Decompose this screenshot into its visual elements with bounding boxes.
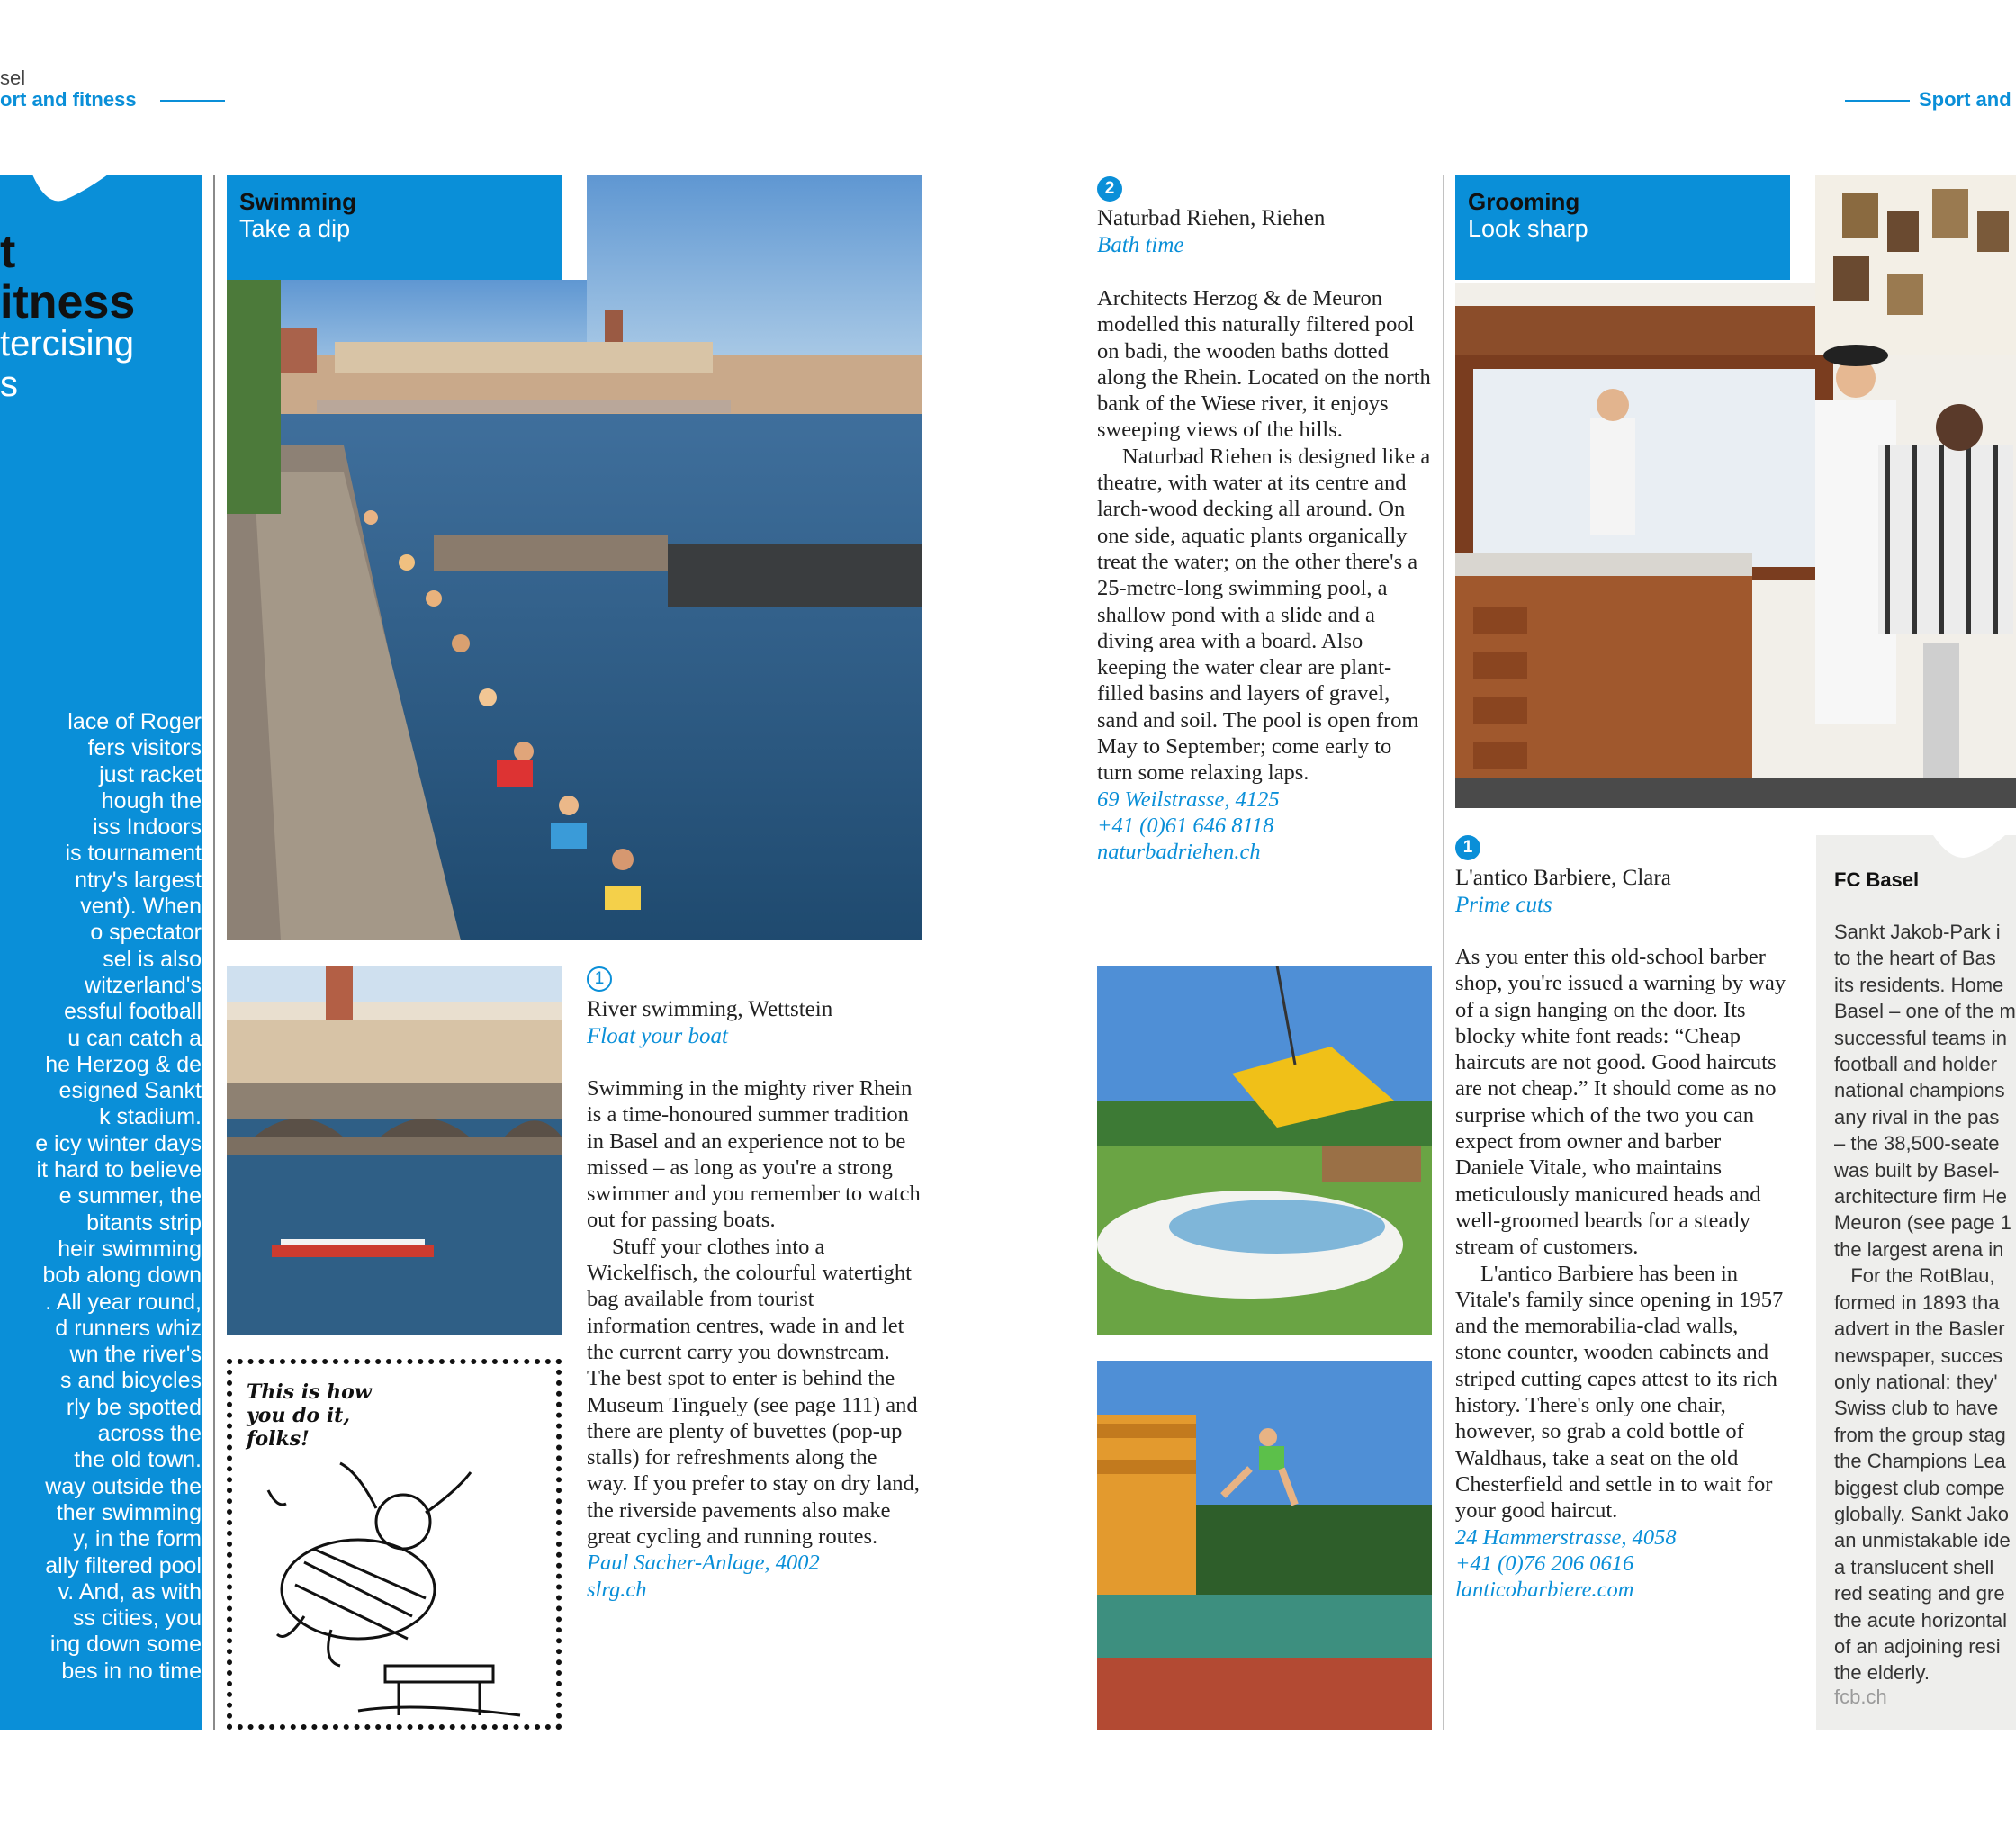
barbiere-website-link[interactable]: lanticobarbiere.com <box>1455 1578 1634 1603</box>
fc-basel-body-line: its residents. Home <box>1834 973 2004 996</box>
cartoon-caption-line: you do it, <box>247 1404 351 1427</box>
intro-body-line: way outside the <box>45 1473 202 1499</box>
wettstein-bridge-photo <box>227 966 562 1335</box>
intro-subtitle-line: tercising <box>0 324 134 364</box>
naturbad-pool-photo <box>1097 966 1432 1335</box>
naturbad-address: 69 Weilstrasse, 4125 <box>1097 787 1280 812</box>
fc-basel-body-line: the elderly. <box>1834 1661 1930 1685</box>
naturbad-body <box>1097 285 1432 866</box>
intro-body-line: u can catch a <box>68 1025 202 1051</box>
intro-body-line: ally filtered pool <box>45 1552 202 1578</box>
fc-basel-body-line: red seating and gre <box>1834 1582 2005 1605</box>
fc-basel-body-line: was built by Basel- <box>1834 1158 2000 1182</box>
intro-body-line: iss Indoors <box>93 814 202 841</box>
intro-body-line: heir swimming <box>58 1236 202 1262</box>
intro-body-line: he Herzog & de <box>45 1051 202 1077</box>
intro-body <box>0 709 202 1685</box>
entry-number-badge: 1 <box>587 966 612 992</box>
fc-basel-body-line: newspaper, succes <box>1834 1344 2003 1367</box>
intro-body-line: e summer, the <box>58 1183 202 1209</box>
fc-basel-body-line: the Champions Lea <box>1834 1450 2006 1473</box>
running-head-rule-left <box>160 100 225 102</box>
intro-body-line: across the <box>97 1421 202 1447</box>
intro-body-line: fers visitors <box>87 735 202 761</box>
paragraph: Naturbad Riehen is designed like a theatre, with water at its centre and larch-wood decking all around. On one side, aquatic plants organically treat the water; on the other there's a 25-metre-long swimming pool, a shallow pond with a slide and a diving area with a board. Also keeping the water clear are plant-filled basins and layers of gravel, sand and soil. The pool is open from May to September; come early to turn some relaxing laps. <box>1097 444 1431 786</box>
intro-body-line: ing down some <box>50 1632 202 1658</box>
intro-body-line: vent). When <box>80 894 202 920</box>
fc-basel-body-line: – the 38,500-seate <box>1834 1132 2000 1155</box>
fc-basel-body-line: successful teams in <box>1834 1026 2007 1049</box>
intro-body-line: v. And, as with <box>58 1578 202 1605</box>
fc-basel-website-link[interactable]: fcb.ch <box>1834 1686 1887 1708</box>
naturbad-phone: +41 (0)61 646 8118 <box>1097 813 1274 838</box>
intro-body-line: lace of Roger <box>68 709 202 734</box>
intro-body-line: witzerland's <box>85 972 202 998</box>
fc-basel-body <box>1834 919 2016 1686</box>
cartoon-caption-line: This is how <box>247 1380 372 1404</box>
intro-body-line: the old town. <box>74 1447 202 1473</box>
fc-basel-body-line: architecture firm He <box>1834 1185 2007 1209</box>
intro-body-line: s and bicycles <box>59 1368 202 1394</box>
naturbad-subtitle: Bath time <box>1097 233 1184 257</box>
intro-body-line: d runners whiz <box>55 1315 202 1341</box>
naturbad-diving-photo <box>1097 1361 1432 1730</box>
fc-basel-body-line: football and holder <box>1834 1053 1998 1076</box>
intro-body-line: just racket <box>99 761 202 787</box>
barbiere-subtitle: Prime cuts <box>1455 893 1552 917</box>
cartoon-box <box>227 1359 562 1730</box>
river-swimming-website-link[interactable]: slrg.ch <box>587 1577 647 1602</box>
intro-body-line: it hard to believe <box>36 1157 202 1183</box>
fc-basel-body-line: an unmistakable ide <box>1834 1529 2011 1552</box>
intro-title-line: t <box>0 227 16 278</box>
paragraph: L'antico Barbiere has been in Vitale's family since opening in 1957 and the memorabilia-clad walls, stone counter, wooden cabinets and striped cutting capes attest to its rich history. There's only one chair, however, so grab a cold bottle of Waldhaus, take a seat on the old Chesterfield and settle in to wait for your good haircut. <box>1455 1261 1784 1524</box>
intro-body-line: ther swimming <box>56 1499 202 1525</box>
entry-number-badge: 1 <box>1455 835 1480 860</box>
swimming-tag-subtitle: Take a dip <box>239 215 351 242</box>
entry-number-badge: 2 <box>1097 176 1122 202</box>
fc-basel-body-line: formed in 1893 tha <box>1834 1290 2000 1314</box>
naturbad-title: Naturbad Riehen, Riehen <box>1097 206 1326 230</box>
intro-body-line: bes in no time <box>61 1658 202 1684</box>
fc-basel-title: FC Basel <box>1834 868 1920 891</box>
grooming-tag-subtitle: Look sharp <box>1468 215 1588 242</box>
running-head-rule-right <box>1845 100 1910 102</box>
swimming-tag-title: Swimming <box>239 188 357 215</box>
fc-basel-body-line: from the group stag <box>1834 1423 2006 1446</box>
barber-shop-photo <box>1455 175 2016 808</box>
intro-body-line: k stadium. <box>99 1104 202 1130</box>
river-swimming-body <box>587 1075 922 1603</box>
intro-body-line: rly be spotted <box>66 1394 202 1420</box>
river-swimming-address: Paul Sacher-Anlage, 4002 <box>587 1551 820 1576</box>
running-head-section: ort and fitness <box>0 88 137 111</box>
paragraph: As you enter this old-school barber shop, you're issued a warning by way of a sign hanging on the door. Its blocky white font reads: “Cheap haircuts are not good. Good haircuts are not cheap.” It should come as no surprise which of the two you can expect from owner and barber Daniele Vitale, who maintains meticulously manicured heads and well-groomed beards for a steady stream of customers. <box>1455 945 1786 1260</box>
fc-basel-body-line: advert in the Basler <box>1834 1317 2005 1341</box>
intro-body-line: . All year round, <box>45 1289 202 1315</box>
intro-body-line: wn the river's <box>69 1342 202 1368</box>
intro-body-line: o spectator <box>90 920 202 946</box>
barbiere-address: 24 Hammerstrasse, 4058 <box>1455 1524 1677 1550</box>
fc-basel-body-line: Meuron (see page 1 <box>1834 1211 2012 1235</box>
intro-body-line: ss cities, you <box>72 1605 202 1632</box>
intro-body-line: esigned Sankt <box>58 1078 202 1104</box>
barbiere-body <box>1455 944 1790 1603</box>
intro-subtitle-line: s <box>0 364 18 404</box>
fc-basel-body-line: any rival in the pas <box>1834 1105 2000 1128</box>
cartoon-caption-line: folks! <box>247 1427 310 1451</box>
barbiere-phone: +41 (0)76 206 0616 <box>1455 1551 1634 1576</box>
intro-subtitle <box>0 324 202 405</box>
fc-basel-body-line: Basel – one of the m <box>1834 1000 2016 1023</box>
fc-basel-body-line: a translucent shell <box>1834 1555 1994 1578</box>
fc-basel-body-line: Sankt Jakob-Park i <box>1834 921 2001 943</box>
intro-body-line: bitants strip <box>86 1209 202 1236</box>
rhine-riverbank-photo <box>227 175 922 940</box>
intro-title-line: itness <box>0 276 136 328</box>
running-head-section-right: Sport and <box>1919 88 2012 111</box>
sidebar-tab-notch <box>1816 835 2016 871</box>
intro-body-line: essful football <box>64 999 202 1025</box>
grooming-tag-title: Grooming <box>1468 188 1580 215</box>
paragraph: Architects Herzog & de Meuron modelled this naturally filtered pool on badi, the wooden baths dotted along the Rhein. Located on the north bank of the Wiese river, it enjoys sweeping views of the hills. <box>1097 286 1431 443</box>
intro-title <box>0 227 202 328</box>
fc-basel-body-line: of an adjoining resi <box>1834 1634 2001 1658</box>
intro-body-line: e icy winter days <box>35 1130 202 1156</box>
fc-basel-body-line: globally. Sankt Jako <box>1834 1502 2010 1525</box>
paragraph: Swimming in the mighty river Rhein is a time-honoured summer tradition in Basel and an experience not to be missed – as long as you're a strong swimmer and you remember to watch out for passing boats. <box>587 1076 921 1233</box>
fc-basel-body-line: national champions <box>1834 1079 2005 1102</box>
river-swimming-subtitle: Float your boat <box>587 1024 728 1048</box>
paragraph: Stuff your clothes into a Wickelfisch, the colourful watertight bag available from tourist information centres, wade in and let the current carry you downstream. The best spot to enter is behind the Museum Tinguely (see page 111) and there are plenty of buvettes (pop-up stalls) for refreshments along the way. If you prefer to stay on dry land, the riverside pavements also make great cycling and running routes. <box>587 1234 920 1550</box>
running-head-city: sel <box>0 67 26 89</box>
fc-basel-body-line: to the heart of Bas <box>1834 947 1996 970</box>
panel-tab-notch <box>0 175 202 220</box>
intro-body-line: is tournament <box>65 841 202 867</box>
fc-basel-body-line: Swiss club to have <box>1834 1397 1999 1420</box>
swimmer-jumping-illustration <box>250 1436 547 1724</box>
column-rule <box>1443 175 1444 1730</box>
fc-basel-body-line: the acute horizontal <box>1834 1608 2008 1632</box>
naturbad-website-link[interactable]: naturbadriehen.ch <box>1097 840 1261 865</box>
intro-body-line: hough the <box>101 787 202 814</box>
fc-basel-body-line: only national: they' <box>1834 1370 1998 1393</box>
river-swimming-title: River swimming, Wettstein <box>587 997 833 1021</box>
intro-body-line: ntry's largest <box>75 867 202 893</box>
fc-basel-body-line: For the RotBlau, <box>1834 1264 1995 1288</box>
fc-basel-body-line: biggest club compe <box>1834 1476 2005 1499</box>
intro-body-line: y, in the form <box>73 1526 202 1552</box>
intro-body-line: sel is also <box>103 946 202 972</box>
barbiere-title: L'antico Barbiere, Clara <box>1455 866 1671 890</box>
column-rule <box>213 175 215 1730</box>
intro-body-line: bob along down <box>42 1263 202 1289</box>
fc-basel-body-line: the largest arena in <box>1834 1237 2004 1261</box>
